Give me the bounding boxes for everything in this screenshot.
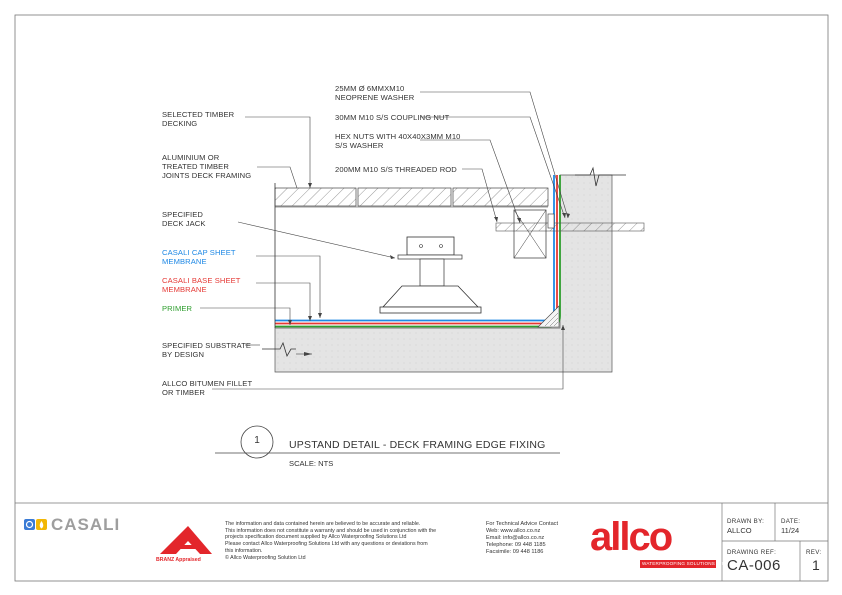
disclaimer-line: projects specification document supplied by Allco Waterproofing Solutions Ltd — [225, 534, 407, 541]
rev-label: REV: — [806, 549, 822, 556]
disclaimer-line: © Allco Waterproofing Solution Ltd — [225, 554, 306, 561]
contact-block — [486, 521, 586, 556]
deck-jack-head — [407, 237, 454, 255]
label-hex-nuts: HEX NUTS WITH 40X40X3MM M10 S/S WASHER — [335, 132, 461, 150]
label-neoprene-washer: 25MM Ø 6MMXM10 NEOPRENE WASHER — [335, 84, 415, 102]
label-substrate: SPECIFIED SUBSTRATE BY DESIGN — [162, 341, 252, 359]
allco-subtitle: WATERPROOFING SOLUTIONS LTD — [642, 561, 726, 566]
branz-label: BRANZ Appraised — [156, 557, 201, 563]
detail-number: 1 — [254, 435, 260, 446]
date-label: DATE: — [781, 518, 801, 525]
label-base-sheet: CASALI BASE SHEET MEMBRANE — [162, 276, 241, 294]
label-primer: PRIMER — [162, 304, 193, 313]
deck-jack-stem — [420, 259, 444, 286]
label-deck-jack: SPECIFIED DECK JACK — [162, 210, 206, 228]
casali-logo-text: CASALI — [51, 515, 121, 534]
contact-facsimile: Facsimile: 09 448 1186 — [486, 549, 544, 555]
drawn-by-value: ALLCO — [727, 526, 752, 535]
label-timber-decking: SELECTED TIMBER DECKING — [162, 110, 235, 128]
drawing-ref-label: DRAWING REF: — [727, 549, 777, 556]
disclaimer-line: This information does not constitute a warranty and should be used in conjunction with the — [225, 527, 437, 534]
contact-web[interactable]: Web: www.allco.co.nz — [486, 528, 541, 534]
disclaimer-block — [225, 521, 475, 561]
detail-scale: SCALE: NTS — [289, 459, 334, 468]
label-deck-framing: ALUMINIUM OR TREATED TIMBER JOINTS DECK FRAMING — [162, 153, 252, 180]
label-threaded-rod: 200MM M10 S/S THREADED ROD — [335, 165, 457, 174]
hex-nut — [548, 214, 554, 228]
disclaimer-line: Please contact Allco Waterproofing Solutions Ltd with any questions or deviations from — [225, 541, 428, 548]
contact-heading: For Technical Advice Contact — [486, 521, 559, 527]
date-value: 11/24 — [781, 526, 800, 535]
label-fillet: ALLCO BITUMEN FILLET OR TIMBER — [162, 379, 253, 397]
drawn-by-label: DRAWN BY: — [727, 518, 765, 525]
branz-logo — [160, 526, 212, 554]
rev-value: 1 — [812, 557, 821, 573]
contact-email[interactable]: Email: info@allco.co.nz — [486, 535, 545, 541]
decking-board — [358, 188, 451, 206]
detail-title: UPSTAND DETAIL - DECK FRAMING EDGE FIXING — [289, 439, 546, 451]
deck-jack-base — [383, 286, 478, 307]
label-cap-sheet: CASALI CAP SHEET MEMBRANE — [162, 248, 236, 266]
contact-telephone: Telephone: 09 448 1185 — [486, 542, 546, 548]
decking-board — [275, 188, 356, 206]
label-coupling-nut: 30MM M10 S/S COUPLING NUT — [335, 113, 450, 122]
threaded-rod — [496, 223, 644, 231]
casali-logo-blue-square — [24, 519, 35, 530]
disclaimer-line: The information and data contained herein are believed to be accurate and reliable. — [225, 521, 421, 527]
disclaimer-line: this information. — [225, 547, 263, 554]
decking-board — [453, 188, 548, 206]
allco-logo-text: allco — [590, 515, 672, 559]
drawing-ref-value: CA-006 — [727, 557, 781, 574]
